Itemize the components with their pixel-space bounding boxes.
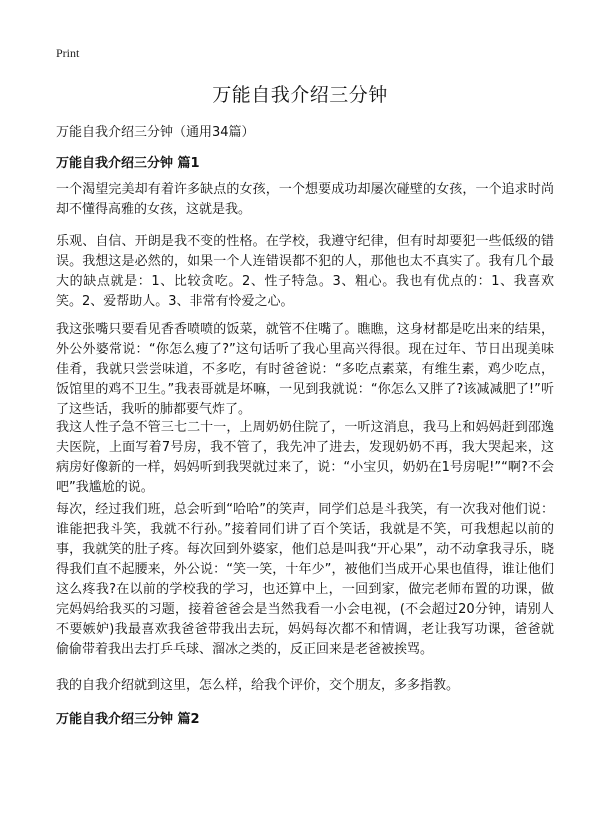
print-label[interactable]: Print [56,46,80,60]
paragraph: 我这张嘴只要看见香香喷喷的饭菜，就管不住嘴了。瞧瞧，这身材都是吃出来的结果，外公外婆常说：“你怎么瘦了?”这句话听了我心里高兴得很。现在过年、节日出现美味佳肴，我就只尝尝味道，不多吃，有时爸爸说：“多吃点素菜，有维生素，鸡少吃点，饭馆里的鸡不卫生。”我表哥就是坏嘛，一见到我就说：“你怎么又胖了?该减减肥了!”听了这些话，我听的肺都要气炸了。 [56,322,554,417]
document-subtitle: 万能自我介绍三分钟（通用34篇） [56,125,255,140]
page-title: 万能自我介绍三分钟 [212,84,388,106]
paragraph: 我的自我介绍就到这里，怎么样，给我个评价，交个朋友，多多指教。 [56,678,460,693]
paragraph: 我这人性子急不管三七二十一，上周奶奶住院了，一听这消息，我马上和妈妈赶到邵逸夫医院，上面写着7号房，我不管了，我先冲了进去，发现奶奶不再，我大哭起来，这病房好像新的一样，妈妈听到我哭就过来了，说：“小宝贝，奶奶在1号房呢!”“啊?不会吧”我尴尬的说。 [56,420,554,495]
section-heading-1: 万能自我介绍三分钟 篇1 [56,156,200,171]
paragraph: 乐观、自信、开朗是我不变的性格。在学校，我遵守纪律，但有时却要犯一些低级的错误。我想这是必然的，如果一个人连错误都不犯的人，那他也太不真实了。我有几个最大的缺点就是：1、比较贪吃。2、性子特急。3、粗心。我也有优点的：1、我喜欢笑。2、爱帮助人。3、非常有怜爱之心。 [56,234,554,309]
paragraph: 每次，经过我们班，总会听到“哈哈”的笑声，同学们总是斗我笑，有一次我对他们说：谁能把我斗笑，我就不行孙。”接着同们讲了百个笑话，我就是不笑，可我想起以前的事，我就笑的肚子疼。每次回到外婆家，他们总是叫我“开心果”，动不动拿我寻乐，晓得我们直不起腰来，外公说：“笑一笑，十年少”，被他们当成开心果也值得，谁让他们这么疼我?在以前的学校我的学习，也还算中上，一回到家，做完老师布置的功课，做完妈妈给我买的习题，接着爸爸会是当然我看一小会电视，(不会超过20分钟，请别人不要嫉妒)我最喜欢我爸爸带我出去玩，妈妈每次都不和情调，老让我写功课，爸爸就偷偷带着我出去打乒乓球、溜冰之类的，反正回来是老爸被挨骂。 [56,502,554,657]
section-heading-2: 万能自我介绍三分钟 篇2 [56,712,200,727]
paragraph: 一个渴望完美却有着许多缺点的女孩，一个想要成功却屡次碰壁的女孩，一个追求时尚却不懂得高雅的女孩，这就是我。 [56,182,554,217]
